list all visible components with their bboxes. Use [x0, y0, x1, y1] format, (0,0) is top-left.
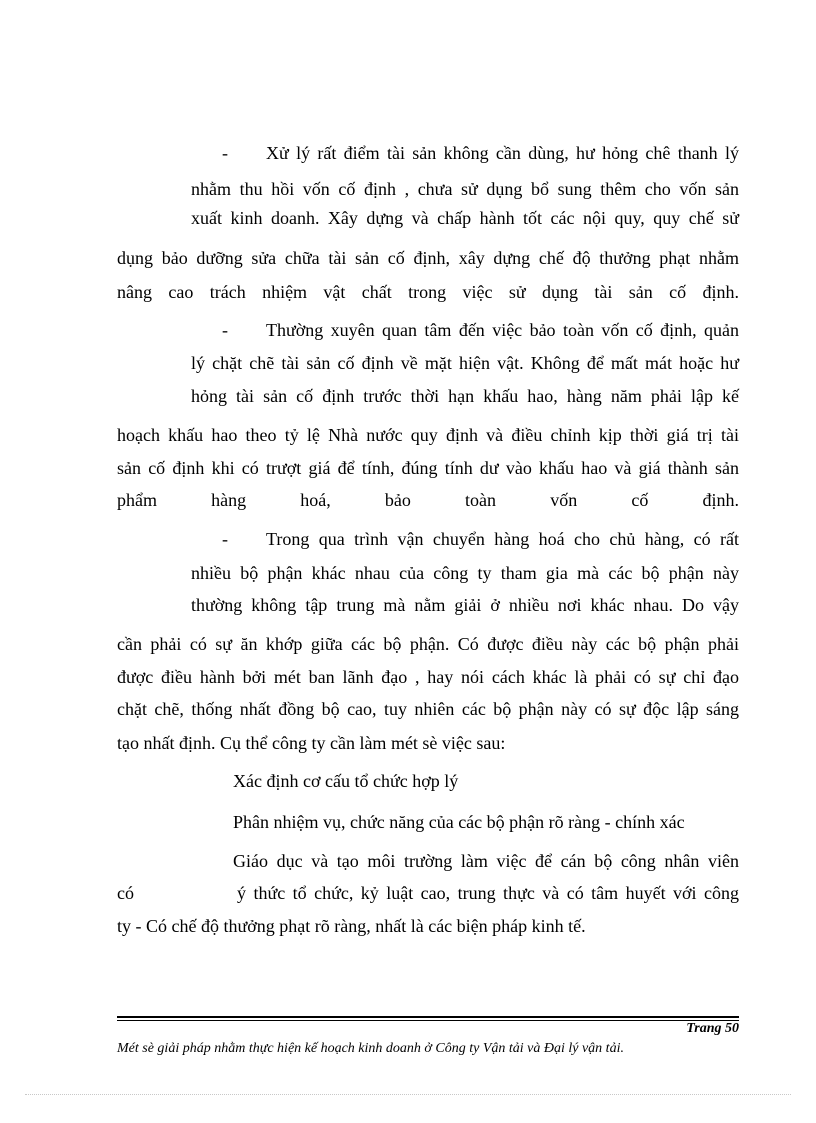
- footer-rule-thin: [117, 1020, 739, 1021]
- paragraph-line: hỏng tài sản cố định trước thời hạn khấu hao, hàng năm phải lập kế: [191, 386, 739, 406]
- paragraph-line: được điều hành bởi mét ban lãnh đạo , hay nói cách khác là phải có sự chỉ đạo: [117, 667, 739, 687]
- bullet-dash: -: [222, 143, 228, 163]
- list-item: Xác định cơ cấu tổ chức hợp lý: [233, 771, 459, 791]
- footer-title: Mét sè giải pháp nhằm thực hiện kế hoạch kinh doanh ở Công ty Vận tải và Đại lý vận tải.: [117, 1041, 624, 1056]
- paragraph-line: ý thức tổ chức, kỷ luật cao, trung thực và có tâm huyết với công: [237, 883, 739, 903]
- page-number: Trang 50: [686, 1021, 739, 1036]
- paragraph-line: thường không tập trung mà nằm giải ở nhiều nơi khác nhau. Do vậy: [191, 595, 739, 615]
- paragraph-line: chặt chẽ, thống nhất đồng bộ cao, tuy nhiên các bộ phận này có sự độc lập sáng: [117, 699, 739, 719]
- bullet-dash: -: [222, 529, 228, 549]
- paragraph-line: nhiều bộ phận khác nhau của công ty tham gia mà các bộ phận này: [191, 563, 739, 583]
- paragraph-line: cần phải có sự ăn khớp giữa các bộ phận. Có được điều này các bộ phận phải: [117, 634, 739, 654]
- paragraph-line: hoạch khấu hao theo tỷ lệ Nhà nước quy định và điều chỉnh kịp thời giá trị tài: [117, 425, 739, 445]
- bullet-dash: -: [222, 320, 228, 340]
- list-item: Phân nhiệm vụ, chức năng của các bộ phận rõ ràng - chính xác: [233, 812, 685, 832]
- list-item: Giáo dục và tạo môi trường làm việc để cán bộ công nhân viên: [233, 851, 739, 871]
- closing-word: có: [117, 883, 134, 903]
- paragraph-line: Thường xuyên quan tâm đến việc bảo toàn vốn cố định, quản: [266, 320, 739, 340]
- footer-rule-thick: [117, 1016, 739, 1018]
- paragraph-line: Xử lý rất điểm tài sản không cần dùng, hư hỏng chê thanh lý: [266, 143, 739, 163]
- paragraph-line: lý chặt chẽ tài sản cố định về mặt hiện vật. Không để mất mát hoặc hư: [191, 353, 739, 373]
- paragraph-line: phẩm hàng hoá, bảo toàn vốn cố định.: [117, 490, 739, 510]
- paragraph-line: tạo nhất định. Cụ thể công ty cần làm mét sè việc sau:: [117, 733, 506, 753]
- paragraph-line: nâng cao trách nhiệm vật chất trong việc sử dụng tài sản cố định.: [117, 282, 739, 302]
- paragraph-line: sản cố định khi có trượt giá để tính, đúng tính dư vào khấu hao và giá thành sản: [117, 458, 739, 478]
- paragraph-line: Trong qua trình vận chuyển hàng hoá cho chủ hàng, có rất: [266, 529, 739, 549]
- paragraph-line: dụng bảo dưỡng sửa chữa tài sản cố định, xây dựng chế độ thưởng phạt nhằm: [117, 248, 739, 268]
- page-edge-divider: [25, 1094, 791, 1095]
- paragraph-line: nhằm thu hồi vốn cố định , chưa sử dụng bổ sung thêm cho vốn sản: [191, 179, 739, 199]
- paragraph-line: xuất kinh doanh. Xây dựng và chấp hành tốt các nội quy, quy chế sử: [191, 208, 739, 228]
- paragraph-line: ty - Có chế độ thưởng phạt rõ ràng, nhất là các biện pháp kinh tế.: [117, 916, 586, 936]
